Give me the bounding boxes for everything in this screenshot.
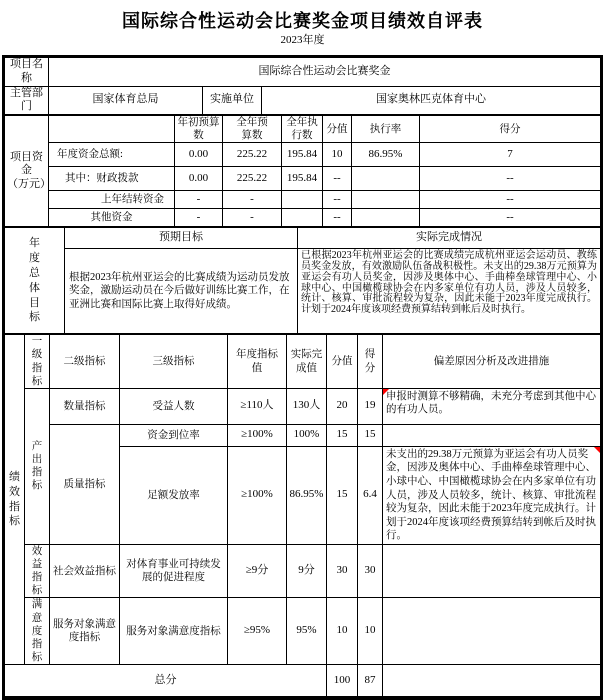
table-row <box>5 665 601 697</box>
indicators-section-label <box>5 335 25 665</box>
table-row <box>5 167 601 191</box>
funding-cell: -- <box>420 191 601 209</box>
funding-cell: - <box>175 191 223 209</box>
funding-cell: - <box>223 209 282 227</box>
deviation-analysis: 申报时测算不够精确，未充分考虑到其他中心的有功人员。 <box>383 388 601 424</box>
table-row <box>5 335 601 389</box>
funding-cell: 195.84 <box>282 143 323 167</box>
target-value: ≥9分 <box>228 544 287 598</box>
score-value: 6.4 <box>358 446 383 544</box>
dept-value: 国家体育总局 <box>49 86 203 115</box>
funding-cell: 225.22 <box>223 143 282 167</box>
document-year: 2023年度 <box>280 34 325 46</box>
table-row <box>5 228 601 249</box>
funding-cell: - <box>223 191 282 209</box>
total-deviation-empty <box>383 665 601 697</box>
deviation-analysis: 未支出的29.38万元预算为亚运会有功人员奖金，因涉及奥体中心、手曲棒垒球管理中心、小球中心、中国橄榄球协会在内多家单位有功人员，涉及人员较多，统计、核算、审批流程较为复杂，因此未能于2023年度完成执行。计划于2024年度该项经费预算结转到帐后及时执行。 <box>383 446 601 544</box>
dept-label: 主管部门 <box>5 86 49 115</box>
target-value: ≥110人 <box>228 388 287 424</box>
total-score-value: 87 <box>358 665 383 697</box>
project-name-label: 项目名称 <box>5 58 49 87</box>
goals-section-label <box>5 228 65 334</box>
indicator-col-header: 分值 <box>327 335 358 389</box>
indicators-table <box>4 334 601 697</box>
document-title: 国际综合性运动会比赛奖金项目绩效自评表 <box>122 11 483 31</box>
comment-marker-icon <box>383 389 389 395</box>
project-info-table <box>4 57 601 115</box>
indicator-col-header: 实际完成值 <box>287 335 327 389</box>
deviation-analysis <box>383 544 601 598</box>
score-value: 15 <box>358 424 383 446</box>
deviation-analysis <box>383 424 601 446</box>
funding-row-label: 年度资金总额: <box>49 143 175 167</box>
project-name-value: 国际综合性运动会比赛奖金 <box>49 58 601 87</box>
table-row <box>5 209 601 227</box>
actual-completion-header: 实际完成情况 <box>298 228 601 249</box>
goals-table <box>4 227 601 334</box>
table-row <box>5 544 601 598</box>
funding-col-header: 分值 <box>323 116 352 143</box>
indicator-col-header: 年度指标值 <box>228 335 287 389</box>
actual-value: 9分 <box>287 544 327 598</box>
funding-section-label <box>5 116 49 227</box>
funding-cell: -- <box>420 209 601 227</box>
funding-col-header: 执行率 <box>352 116 420 143</box>
indicators-section-label-text: 绩效指标 <box>9 470 20 528</box>
funding-cell: -- <box>420 167 601 191</box>
indicator-col-header: 偏差原因分析及改进措施 <box>383 335 601 389</box>
level3-indicator: 受益人数 <box>120 388 228 424</box>
deviation-analysis <box>383 598 601 665</box>
funding-cell: - <box>175 209 223 227</box>
points-value: 30 <box>327 544 358 598</box>
level2-indicator-quality: 质量指标 <box>50 424 120 544</box>
funding-row-label: 其他资金 <box>49 209 175 227</box>
evaluation-table <box>2 55 603 700</box>
total-score-label: 总分 <box>5 665 327 697</box>
expected-goal-text: 根据2023年杭州亚运会的比赛成绩为运动员发放奖金，激励运动员在今后做好训练比赛工作，在亚洲比赛和国际比赛上取得好成绩。 <box>65 249 298 334</box>
funding-cell <box>282 191 323 209</box>
comment-marker-icon <box>594 447 600 453</box>
score-value: 10 <box>358 598 383 665</box>
level1-indicator-satisfaction: 满意度指标 <box>25 598 50 665</box>
table-row <box>5 191 601 209</box>
indicator-col-header: 三级指标 <box>120 335 228 389</box>
funding-section-label-line1: 项目资金 <box>10 150 43 177</box>
impl-unit-label: 实施单位 <box>203 86 262 115</box>
funding-row-label: 其中：财政拨款 <box>49 167 175 191</box>
table-row <box>5 143 601 167</box>
expected-goal-header: 预期目标 <box>65 228 298 249</box>
funding-cell <box>352 191 420 209</box>
table-row <box>5 424 601 446</box>
level2-indicator: 服务对象满意度指标 <box>50 598 120 665</box>
points-value: 10 <box>327 598 358 665</box>
funding-col-header: 得分 <box>420 116 601 143</box>
funding-col-header: 年初预算数 <box>175 116 223 143</box>
points-value: 15 <box>327 424 358 446</box>
actual-value: 95% <box>287 598 327 665</box>
indicator-col-header: 二级指标 <box>50 335 120 389</box>
table-row <box>5 249 601 334</box>
funding-cell: 7 <box>420 143 601 167</box>
level1-indicator-output: 产出指标 <box>25 388 50 544</box>
level2-indicator: 社会效益指标 <box>50 544 120 598</box>
table-row <box>5 86 601 115</box>
funding-cell: -- <box>323 167 352 191</box>
level3-indicator: 足额发放率 <box>120 446 228 544</box>
funding-cell: 195.84 <box>282 167 323 191</box>
indicator-col-header: 一级指标 <box>25 335 50 389</box>
funding-empty-header <box>49 116 175 143</box>
target-value: ≥100% <box>228 446 287 544</box>
level3-indicator: 资金到位率 <box>120 424 228 446</box>
actual-value: 100% <box>287 424 327 446</box>
total-points-value: 100 <box>327 665 358 697</box>
target-value: ≥95% <box>228 598 287 665</box>
actual-completion-text: 已根据2023年杭州亚运会的比赛成绩完成杭州亚运会运动员、教练员奖金发放，有效激励队伍备战积极性。未支出的29.38万元预算为亚运会有功人员奖金，因涉及奥体中心、手曲棒垒球管理中心、小球中心、中国橄榄球协会在内多家单位有功人员，涉及人员较多，统计、核算、审批流程较为复杂，因此未能于2023年度完成执行。计划于2024年度该项经费预算结转到帐后及时执行。 <box>298 249 601 334</box>
target-value: ≥100% <box>228 424 287 446</box>
score-value: 19 <box>358 388 383 424</box>
funding-cell <box>352 209 420 227</box>
funding-section-label-line2: （万元） <box>7 178 51 190</box>
score-value: 30 <box>358 544 383 598</box>
level1-indicator-benefit: 效益指标 <box>25 544 50 598</box>
goals-section-label-text: 年度总体目标 <box>29 237 40 324</box>
table-row <box>5 58 601 87</box>
impl-unit-value: 国家奥林匹克体育中心 <box>262 86 601 115</box>
funding-table <box>4 115 601 227</box>
table-row <box>5 598 601 665</box>
funding-cell: -- <box>323 191 352 209</box>
level3-indicator: 服务对象满意度指标 <box>120 598 228 665</box>
actual-value: 86.95% <box>287 446 327 544</box>
funding-row-label: 上年结转资金 <box>49 191 175 209</box>
funding-cell: 225.22 <box>223 167 282 191</box>
funding-cell <box>352 167 420 191</box>
funding-cell <box>282 209 323 227</box>
funding-cell: 10 <box>323 143 352 167</box>
funding-col-header: 全年执行数 <box>282 116 323 143</box>
funding-cell: 0.00 <box>175 167 223 191</box>
level3-indicator: 对体育事业可持续发展的促进程度 <box>120 544 228 598</box>
funding-cell: 86.95% <box>352 143 420 167</box>
table-row <box>5 388 601 424</box>
actual-value: 130人 <box>287 388 327 424</box>
table-row <box>5 116 601 143</box>
points-value: 15 <box>327 446 358 544</box>
funding-cell: -- <box>323 209 352 227</box>
indicator-col-header: 得分 <box>358 335 383 389</box>
funding-cell: 0.00 <box>175 143 223 167</box>
funding-col-header: 全年预算数 <box>223 116 282 143</box>
level2-indicator: 数量指标 <box>50 388 120 424</box>
points-value: 20 <box>327 388 358 424</box>
